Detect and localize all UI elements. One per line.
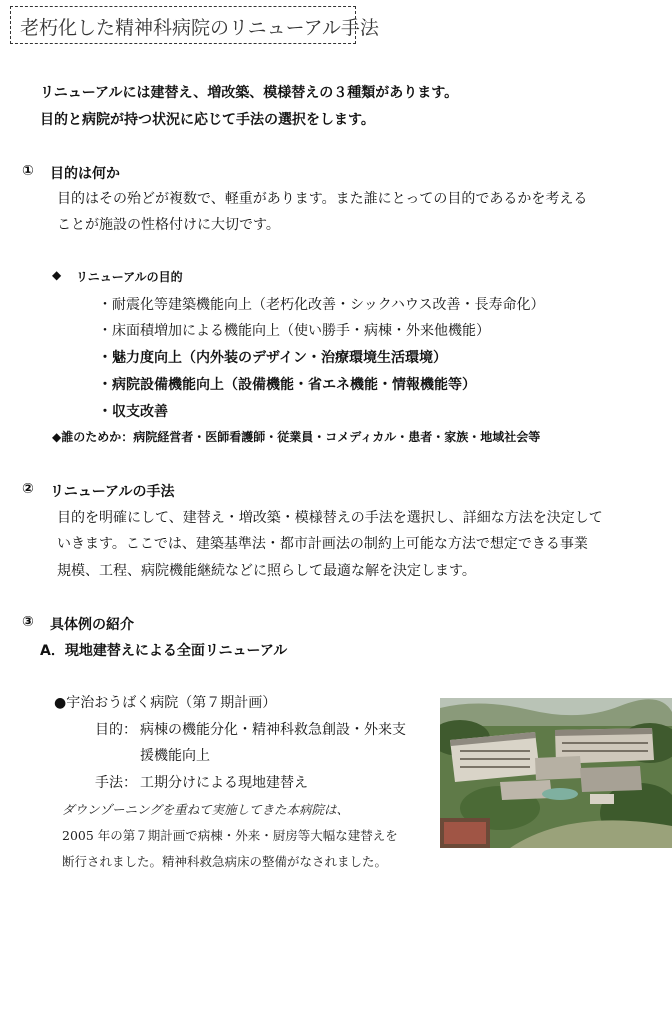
purpose-item-5: ・収支改善 <box>98 404 168 420</box>
section1-list-heading: リニューアルの目的 <box>76 270 183 284</box>
description-line-1: ダウンゾーニングを重ねて実施してきた本病院は、 <box>62 802 349 817</box>
page-title: 老朽化した精神科病院のリニューアル手法 <box>20 17 379 39</box>
section2-body-3: 規模、工程、病院機能継続などに照らして最適な解を決定します。 <box>57 563 476 579</box>
purpose-item-2: ・床面積増加による機能向上（使い勝手・病棟・外来他機能） <box>98 323 490 339</box>
description-line-3: 断行されました。精神科救急病床の整備がなされました。 <box>62 854 388 869</box>
method-label: 手法： <box>95 775 137 791</box>
intro-line-2: 目的と病院が持つ状況に応じて手法の選択をします。 <box>40 112 375 128</box>
section3-subheading: A．現地建替えによる全面リニューアル <box>40 643 288 659</box>
section1-heading: 目的は何か <box>50 166 120 182</box>
section1-body-1: 目的はその殆どが複数で、軽重があります。また誰にとっての目的であるかを考える <box>57 191 588 207</box>
section2-body-2: いきます。ここでは、建築基準法・都市計画法の制約上可能な方法で想定できる事業 <box>57 536 588 552</box>
purpose-label: 目的： <box>95 722 137 738</box>
section1-body-2: ことが施設の性格付けに大切です。 <box>57 217 280 233</box>
for-whom-line: ◆誰のためか：病院経営者・医師看護師・従業員・コメディカル・患者・家族・地域社会等 <box>52 430 541 444</box>
method-text: 工期分けによる現地建替え <box>140 775 308 791</box>
section1-number: ① <box>22 163 34 179</box>
intro-line-1: リニューアルには建替え、増改築、模様替えの３種類があります。 <box>40 85 459 101</box>
description-line-2: 2005 年の第７期計画で病棟・外来・厨房等大幅な建替えを <box>62 828 398 843</box>
purpose-item-4: ・病院設備機能向上（設備機能・省エネ機能・情報機能等） <box>98 377 476 393</box>
purpose-line-1: 病棟の機能分化・精神科救急創設・外来支 <box>140 722 406 738</box>
section2-body-1: 目的を明確にして、建替え・増改築・模様替えの手法を選択し、詳細な方法を決定して <box>57 510 603 526</box>
hospital-name: ●宇治おうばく病院（第７期計画） <box>54 695 277 711</box>
section3-heading: 具体例の紹介 <box>50 617 134 633</box>
section2-number: ② <box>22 481 34 497</box>
purpose-item-1: ・耐震化等建築機能向上（老朽化改善・シックハウス改善・長寿命化） <box>98 297 545 313</box>
section3-number: ③ <box>22 614 34 630</box>
purpose-line-2: 援機能向上 <box>140 748 210 764</box>
hospital-aerial-photo <box>440 698 672 848</box>
section2-heading: リニューアルの手法 <box>50 484 175 500</box>
diamond-bullet: ◆ <box>52 268 62 282</box>
purpose-item-3: ・魅力度向上（内外装のデザイン・治療環境生活環境） <box>98 350 448 366</box>
